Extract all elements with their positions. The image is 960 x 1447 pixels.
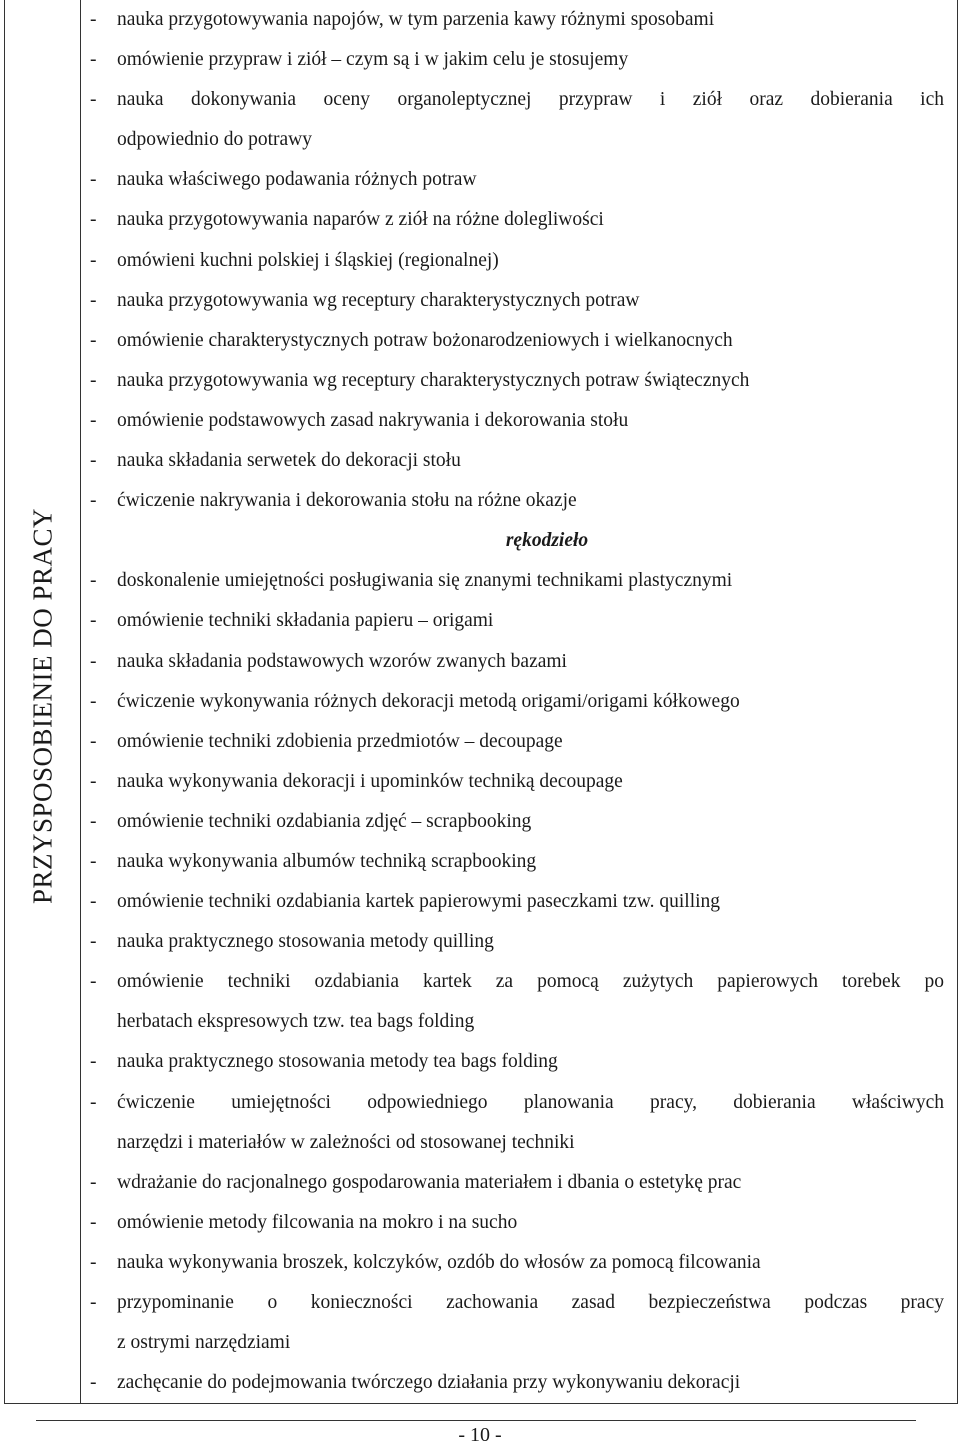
list-item: - nauka składania serwetek do dekoracji stołu — [90, 441, 944, 481]
list-item: - nauka przygotowywania napojów, w tym parzenia kawy różnymi sposobami — [90, 0, 944, 40]
dash: - — [90, 329, 97, 351]
dash: - — [90, 369, 97, 391]
dash: - — [90, 49, 97, 71]
list-item: - nauka wykonywania albumów techniką scrapbooking — [90, 842, 944, 882]
dash: - — [90, 971, 97, 993]
dash: - — [90, 610, 97, 632]
list-item-continuation: z ostrymi narzędziami — [117, 1332, 291, 1354]
dash: - — [90, 891, 97, 913]
list-item: - wdrażanie do racjonalnego gospodarowania materiałem i dbania o estetykę prac — [90, 1163, 944, 1203]
list-item: - zachęcanie do podejmowania twórczego działania przy wykonywaniu dekoracji — [90, 1363, 944, 1403]
list-item: - nauka praktycznego stosowania metody quilling — [90, 922, 944, 962]
dash: - — [90, 490, 97, 512]
list-item: - nauka przygotowywania wg receptury charakterystycznych potraw — [90, 281, 944, 321]
list-item: - nauka właściwego podawania różnych potraw — [90, 160, 944, 200]
dash: - — [90, 409, 97, 431]
dash: - — [90, 450, 97, 472]
dash: - — [90, 690, 97, 712]
dash: - — [90, 1292, 97, 1313]
dash: - — [90, 1091, 97, 1113]
list-item: - omówienie metody filcowania na mokro i na sucho — [90, 1203, 944, 1243]
dash: - — [90, 1372, 97, 1394]
list-item: - nauka praktycznego stosowania metody tea bags folding — [90, 1042, 944, 1082]
dash: - — [90, 289, 97, 311]
list-item: - omówienie podstawowych zasad nakrywania i dekorowania stołu — [90, 401, 944, 441]
list-item: - omówienie przypraw i ziół – czym są i w jakim celu je stosujemy — [90, 40, 944, 80]
dash: - — [90, 169, 97, 191]
list-item: - nauka wykonywania dekoracji i upominków techniką decoupage — [90, 762, 944, 802]
section-heading: rękodzieło — [505, 530, 589, 552]
page-number: - 10 - — [458, 1424, 502, 1446]
list-item: - omówienie techniki ozdabiania kartek papierowymi paseczkami tzw. quilling — [90, 882, 944, 922]
list-item: - omówieni kuchni polskiej i śląskiej (regionalnej) — [90, 241, 944, 281]
dash: - — [90, 770, 97, 792]
list-item-continuation: odpowiednio do potrawy — [117, 129, 312, 151]
dash: - — [90, 1251, 97, 1273]
dash: - — [90, 89, 97, 111]
list-item: - omówienie charakterystycznych potraw bożonarodzeniowych i wielkanocnych — [90, 321, 944, 361]
content-column — [90, 0, 944, 1403]
dash: - — [90, 931, 97, 953]
list-item: - nauka dokonywania oceny organoleptycznej przypraw i ziół oraz dobierania ich — [90, 80, 944, 120]
list-item: - nauka przygotowywania wg receptury charakterystycznych potraw świątecznych — [90, 361, 944, 401]
dash: - — [90, 1171, 97, 1193]
list-item-continuation: narzędzi i materiałów w zależności od stosowanej techniki — [117, 1131, 575, 1153]
dash: - — [90, 810, 97, 832]
side-column — [5, 0, 81, 1403]
list-item: - nauka przygotowywania naparów z ziół na różne dolegliwości — [90, 200, 944, 240]
list-item: - ćwiczenie umiejętności odpowiedniego planowania pracy, dobierania właściwych — [90, 1083, 944, 1123]
list-item: - omówienie techniki ozdabiania kartek za pomocą zużytych papierowych torebek po — [90, 962, 944, 1002]
list-item-continuation: herbatach ekspresowych tzw. tea bags folding — [117, 1011, 475, 1033]
list-item: - ćwiczenie wykonywania różnych dekoracji metodą origami/origami kółkowego — [90, 682, 944, 722]
dash: - — [90, 1211, 97, 1233]
list-item: - omówienie techniki ozdabiania zdjęć – scrapbooking — [90, 802, 944, 842]
dash: - — [90, 249, 97, 271]
footer-rule — [36, 1420, 916, 1421]
list-item: - omówienie techniki zdobienia przedmiotów – decoupage — [90, 722, 944, 762]
dash: - — [90, 730, 97, 752]
list-item: - omówienie techniki składania papieru – origami — [90, 601, 944, 641]
list-item: - nauka wykonywania broszek, kolczyków, ozdób do włosów za pomocą filcowania — [90, 1243, 944, 1283]
dash: - — [90, 850, 97, 872]
dash: - — [90, 9, 97, 30]
side-label: PRZYSPOSOBIENIE DO PRACY — [27, 507, 58, 905]
dash: - — [90, 1051, 97, 1073]
list-item: - ćwiczenie nakrywania i dekorowania stołu na różne okazje — [90, 481, 944, 521]
dash: - — [90, 209, 97, 231]
dash: - — [90, 570, 97, 592]
dash: - — [90, 650, 97, 672]
list-item: - doskonalenie umiejętności posługiwania się znanymi technikami plastycznymi — [90, 561, 944, 601]
list-item: - nauka składania podstawowych wzorów zwanych bazami — [90, 642, 944, 682]
list-item: - przypominanie o konieczności zachowania zasad bezpieczeństwa podczas pracy — [90, 1283, 944, 1323]
